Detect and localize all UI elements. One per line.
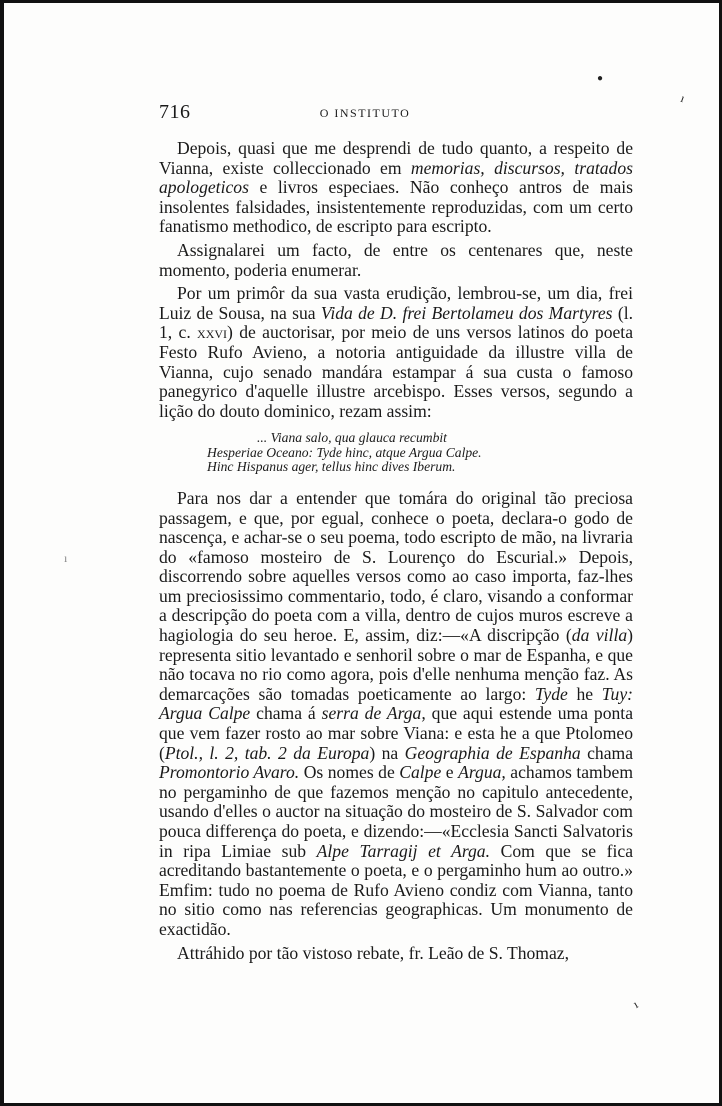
italic-run: Tuy: Argua Calpe: [159, 683, 633, 724]
italic-run: Calpe: [399, 762, 442, 783]
italic-run: Promontorio Avaro.: [159, 762, 300, 783]
verse-line-1: ... Viana salo, qua glauca recumbit: [257, 430, 447, 446]
italic-run: da villa: [571, 625, 628, 646]
italic-run: memorias, discursos, tratados apologeticos: [159, 157, 633, 198]
paragraph-4: [159, 489, 633, 940]
verse-line-2: Hesperiae Oceano: Tyde hinc, atque Argua Calpe.: [207, 444, 482, 460]
italic-run: Argua,: [458, 762, 506, 783]
ink-mark: ı: [678, 90, 687, 106]
text-run: ) na: [369, 742, 405, 763]
ink-mark: ı: [630, 997, 641, 1011]
text-run: ) de auctorisar, por meio de uns versos latinos do poeta Festo Rufo Avieno, a notoria antiguidade da illustre villa de Vianna, cujo senado mandára estampar á sua custa o famoso panegyrico d'aquelle illustre arcebispo. Esses versos, segundo a lição do douto dominico, rezam assim:: [159, 322, 633, 421]
italic-run: Geographia de Espanha: [404, 742, 581, 763]
ink-dot: ●: [597, 73, 604, 84]
paragraph-5: [159, 944, 633, 964]
text-run: achamos tambem no pergaminho de que fazemos menção no capitulo antecedente, usando d'elles o auctor na situação do mosteiro de S. Salvador com pouca differença do poeta, e dizendo:—«Ecclesia Sancti Salvatoris in ripa Limiae sub: [159, 762, 634, 861]
italic-run: Ptol., l. 2, tab. 2 da Europa: [164, 742, 370, 763]
paragraph-1: [159, 139, 633, 237]
italic-run: Vida de D. frei Bertolameu dos Martyres: [320, 302, 613, 323]
text-run: Os nomes de: [299, 762, 400, 783]
text-run: e livros especiaes. Não conheço antros de mais insolentes falsidades, insistentemente reproduzidas, com um certo fanatismo methodico, de escripto para escripto.: [159, 177, 633, 237]
paragraph-3: [159, 284, 633, 421]
text-run: Por um primôr da sua vasta erudição, lembrou-se, um dia, frei Luiz de Sousa, na sua: [159, 283, 633, 323]
text-run: (l. 1, c.: [159, 302, 633, 343]
running-title: O INSTITUTO: [319, 106, 411, 120]
text-run: que aqui estende uma ponta que vem fazer rosto ao mar sobre Viana: e esta he a que Ptolomeo (: [159, 703, 634, 763]
text-run: e: [441, 762, 459, 783]
latin-verse-quote: [159, 431, 633, 474]
text-run: Assignalarei um facto, de entre os centenares que, neste momento, poderia enumerar.: [159, 239, 633, 280]
italic-run: Alpe Tarragij et Arga.: [316, 840, 491, 861]
italic-run: serra de Arga,: [321, 703, 426, 724]
italic-run: Tyde: [534, 683, 568, 704]
text-run: chama: [580, 742, 634, 763]
page-number: 716: [159, 101, 191, 123]
ink-mark: ı: [64, 551, 68, 565]
text-run: Com que se fica acreditando bastantemente o poeta, e o pergaminho hum ao outro.» Emfim: tudo no poema de Rufo Avieno condiz com Vianna, tanto no sitio como nas referencias geographicas. Um monumento de exactidão.: [159, 840, 634, 939]
text-run: Para nos dar a entender que tomára do original tão preciosa passagem, e que, por egual, conhece o poeta, declara-o godo de nascença, e achar-se o seu poema, todo escripto de mão, na livraria do «famoso mosteiro de S. Lourenço do Escurial.» Depois, discorrendo sobre aquelles versos como ao caso importa, faz-lhes um preciosissimo commentario, todo, é claro, visando a conformar a descripção do poeta com a villa, dentro de cujos muros escreve a hagiologia do seu heroe. E, assim, diz:—«A discripção (: [159, 487, 633, 646]
running-header: [159, 101, 571, 125]
verse-line-3: Hinc Hispanus ager, tellus hinc dives Iberum.: [207, 458, 456, 474]
body-text: [159, 139, 633, 967]
text-run: Depois, quasi que me desprendi de tudo quanto, a respeito de Vianna, existe colleccionado em: [159, 138, 633, 178]
text-run: he: [567, 683, 602, 704]
text-run: ) representa sitio levantado e senhoril sobre o mar de Espanha, e que não tocava no rio como agora, pois d'elle nenhuma menção faz. As demarcações são tomadas poeticamente ao largo:: [159, 625, 633, 704]
paragraph-2: [159, 241, 633, 280]
text-run: chama á: [250, 703, 322, 724]
small-caps-run: xxvi: [197, 322, 228, 343]
text-run: Attráhido por tão vistoso rebate, fr. Leão de S. Thomaz,: [177, 942, 570, 963]
